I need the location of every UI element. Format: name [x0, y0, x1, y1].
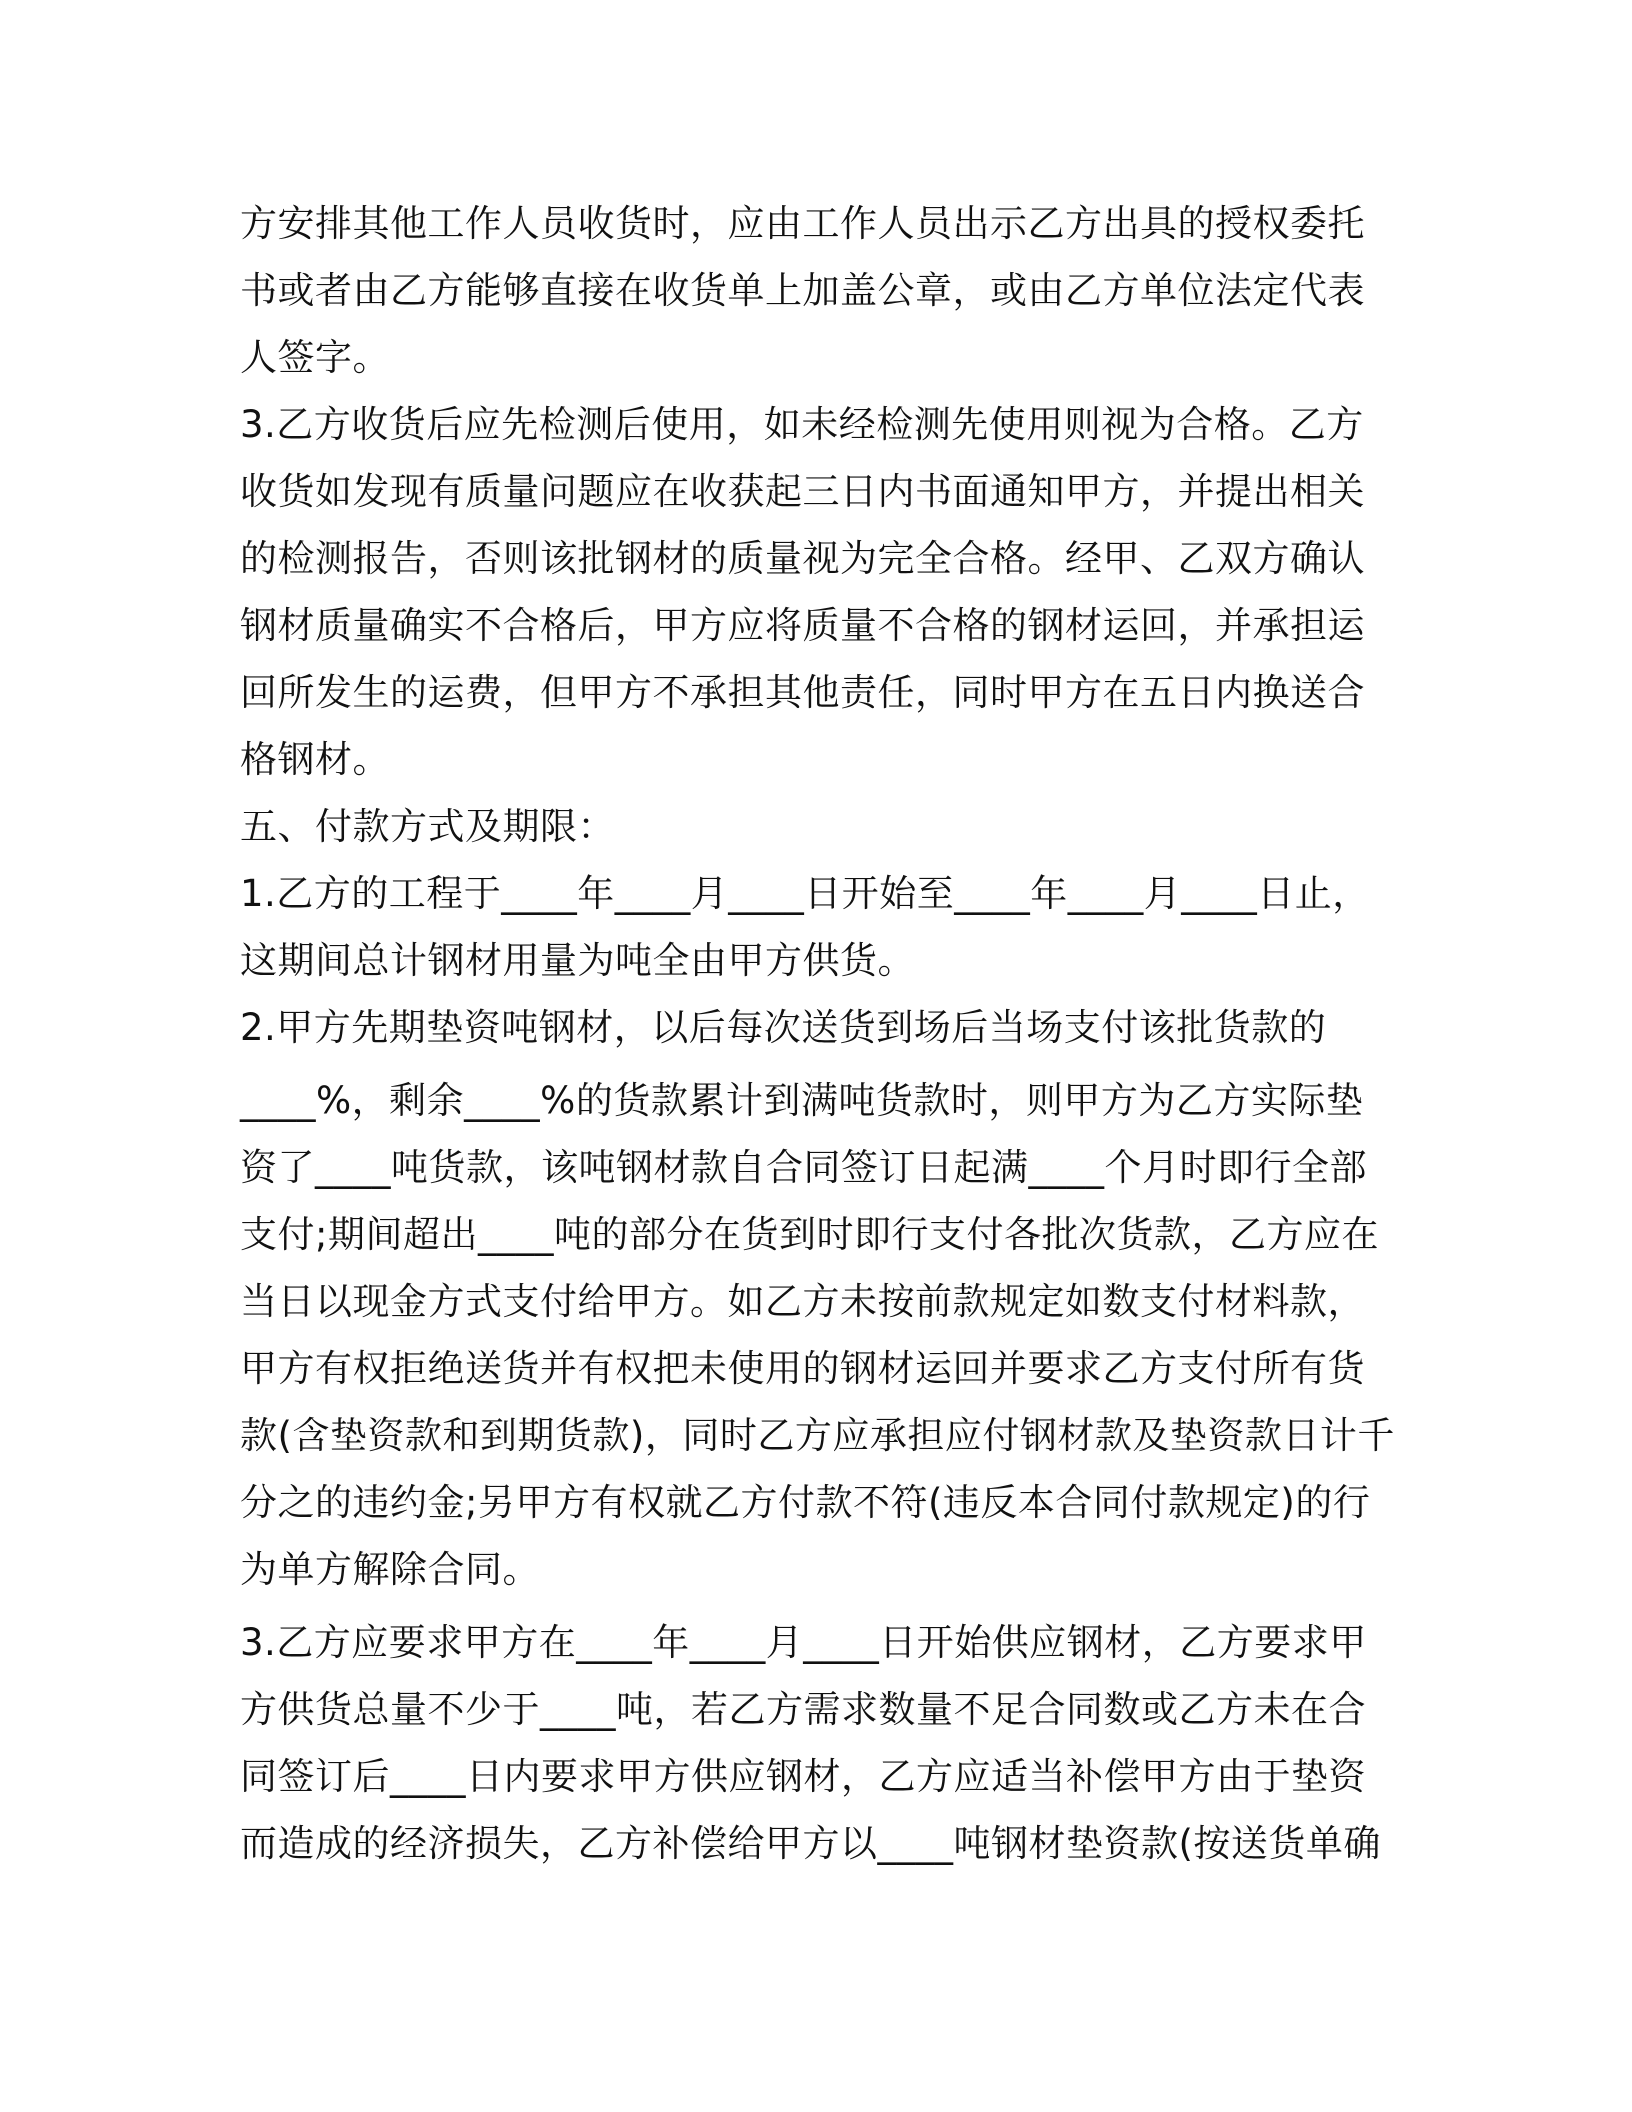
text-line: 钢材质量确实不合格后，甲方应将质量不合格的钢材运回，并承担运	[240, 604, 1365, 647]
text-line: 方安排其他工作人员收货时，应由工作人员出示乙方出具的授权委托	[240, 202, 1365, 245]
text-line: 人签字。	[240, 336, 390, 379]
text-line: 2.甲方先期垫资吨钢材，以后每次送货到场后当场支付该批货款的	[240, 1006, 1327, 1049]
text-line: 同签订后____日内要求甲方供应钢材，乙方应适当补偿甲方由于垫资	[240, 1755, 1366, 1798]
text-line: 书或者由乙方能够直接在收货单上加盖公章，或由乙方单位法定代表	[240, 269, 1365, 312]
text-line: 分之的违约金;另甲方有权就乙方付款不符(违反本合同付款规定)的行	[240, 1481, 1371, 1524]
text-line: 款(含垫资款和到期货款)，同时乙方应承担应付钢材款及垫资款日计千	[240, 1414, 1395, 1457]
document-body	[240, 190, 1400, 1877]
text-line: 收货如发现有质量问题应在收获起三日内书面通知甲方，并提出相关	[240, 470, 1365, 513]
text-line: 资了____吨货款，该吨钢材款自合同签订日起满____个月时即行全部	[240, 1146, 1367, 1189]
text-line: 3.乙方应要求甲方在____年____月____日开始供应钢材，乙方要求甲	[240, 1621, 1367, 1664]
text-line: ____%，剩余____%的货款累计到满吨货款时，则甲方为乙方实际垫	[240, 1079, 1364, 1122]
text-line: 为单方解除合同。	[240, 1548, 540, 1591]
text-line: 当日以现金方式支付给甲方。如乙方未按前款规定如数支付材料款，	[240, 1280, 1365, 1323]
text-line: 格钢材。	[240, 738, 390, 781]
text-line: 支付;期间超出____吨的部分在货到时即行支付各批次货款，乙方应在	[240, 1213, 1379, 1256]
text-line: 的检测报告，否则该批钢材的质量视为完全合格。经甲、乙双方确认	[240, 537, 1365, 580]
text-line: 方供货总量不少于____吨，若乙方需求数量不足合同数或乙方未在合	[240, 1688, 1366, 1731]
text-line: 而造成的经济损失，乙方补偿给甲方以____吨钢材垫资款(按送货单确	[240, 1822, 1381, 1865]
text-line: 3.乙方收货后应先检测后使用，如未经检测先使用则视为合格。乙方	[240, 403, 1364, 446]
text-line: 1.乙方的工程于____年____月____日开始至____年____月____日止，	[240, 872, 1370, 915]
text-line: 这期间总计钢材用量为吨全由甲方供货。	[240, 939, 915, 982]
text-line: 回所发生的运费，但甲方不承担其他责任，同时甲方在五日内换送合	[240, 671, 1365, 714]
text-line: 甲方有权拒绝送货并有权把未使用的钢材运回并要求乙方支付所有货	[240, 1347, 1365, 1390]
section-heading: 五、付款方式及期限：	[240, 805, 615, 848]
